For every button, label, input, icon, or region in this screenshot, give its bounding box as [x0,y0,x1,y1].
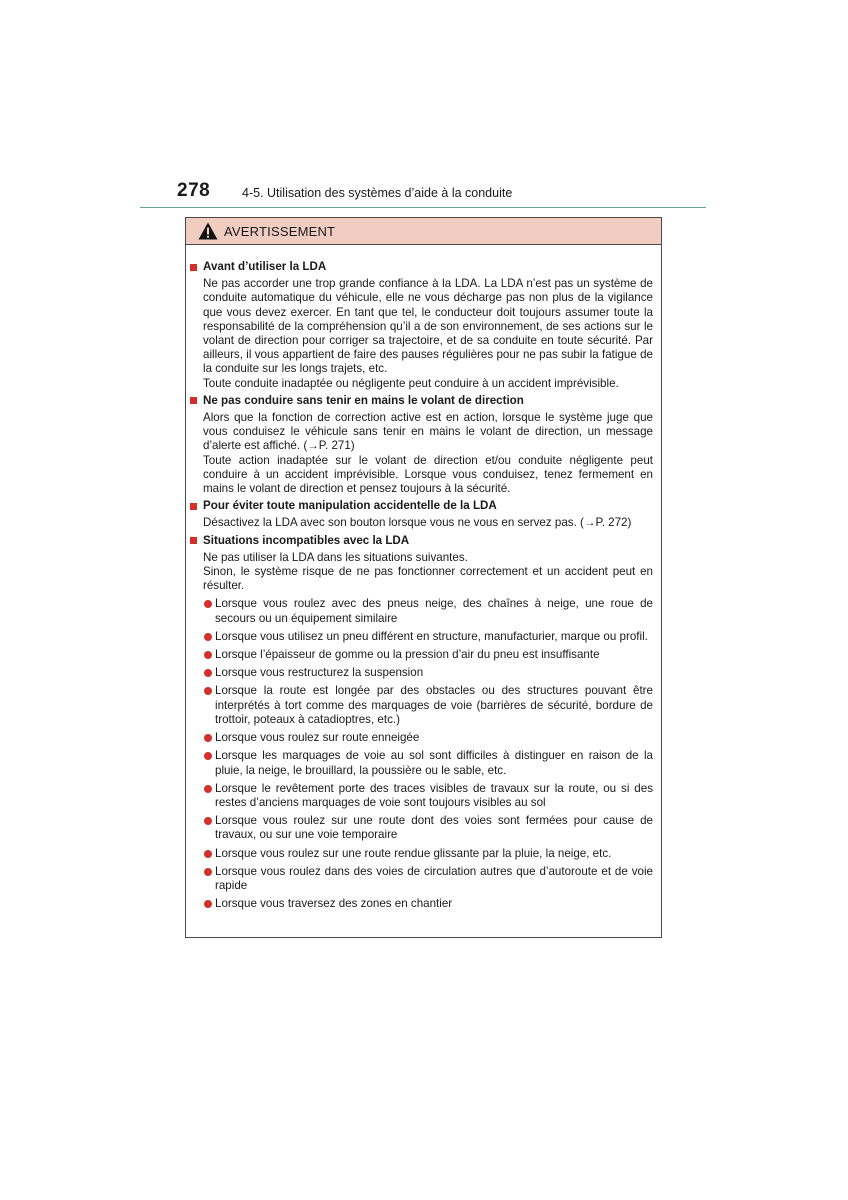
list-item-text: Lorsque vous roulez sur une route rendue glissante par la pluie, la neige, etc. [215,846,612,860]
warning-body [186,245,661,911]
section-heading [190,394,653,408]
list-item-text: Lorsque vous roulez dans des voies de circulation autres que d’autoroute et de voie rapide [215,864,653,892]
red-dot-icon [204,817,212,825]
section-heading [190,260,653,274]
paragraph: Toute action inadaptée sur le volant de direction et/ou conduite négligente peut conduire à un accident imprévisible. Lorsque vous conduisez, tenez fermement en mains le volant de direction et pensez toujours à la sécurité. [203,453,653,496]
list-item-text: Lorsque vous restructurez la suspension [215,666,424,680]
list-item-text: Lorsque l’épaisseur de gomme ou la pression d’air du pneu est insuffisante [215,648,600,662]
red-dot-icon [204,633,212,641]
red-dot-icon [204,900,212,908]
list-item [203,865,653,893]
section-heading-text: Ne pas conduire sans tenir en mains le volant de direction [203,393,524,407]
warning-triangle-icon [198,222,218,240]
paragraph: Sinon, le système risque de ne pas fonctionner correctement et un accident peut en résulter. [203,565,653,593]
red-square-icon [190,264,197,271]
warning-box [185,217,662,938]
list-item-text: Lorsque les marquages de voie au sol sont difficiles à distinguer en raison de la pluie, la neige, le brouillard, la poussière ou le sable, etc. [215,749,653,777]
list-item [203,597,653,625]
list-item [203,814,653,842]
section-heading [190,534,653,548]
section-title: 4-5. Utilisation des systèmes d’aide à la conduite [242,186,513,200]
list-item [203,749,653,777]
red-dot-icon [204,734,212,742]
paragraph: Ne pas accorder une trop grande confiance à la LDA. La LDA n’est pas un système de conduite automatique du véhicule, elle ne vous décharge pas non plus de la vigilance que vous devez exercer. En tant que tel, le conducteur doit toujours assumer toute la responsabilité de la compréhension qu’il a de son environnement, de ses actions sur le volant de direction pour corriger sa trajectoire, et de sa conduite en toute sécurité. Par ailleurs, il vous appartient de faire des pauses régulières pour ne pas subir la fatigue de la conduite sur les longs trajets, etc. [203,277,653,376]
list-item [203,897,653,911]
list-item-text: Lorsque vous utilisez un pneu différent en structure, manufacturier, marque ou profil. [215,629,648,643]
list-item [203,648,653,662]
red-dot-icon [204,785,212,793]
section-heading-text: Situations incompatibles avec la LDA [203,533,410,547]
list-item [203,684,653,727]
list-item-text: Lorsque vous roulez sur une route dont des voies sont fermées pour cause de travaux, ou sur une voie temporaire [215,814,653,842]
list-item [203,847,653,861]
red-dot-icon [204,752,212,760]
list-item [203,630,653,644]
list-item [203,731,653,745]
list-item-text: Lorsque la route est longée par des obstacles ou des structures pouvant être interprétés à tort comme des marquages de voie (barrières de sécurité, bordure de trottoir, poteaux à catadioptres, etc.) [215,684,653,726]
paragraph: Désactivez la LDA avec son bouton lorsque vous ne vous en servez pas. (→P. 272) [203,516,632,530]
list-item-text: Lorsque le revêtement porte des traces visibles de travaux sur la route, ou si des restes d’anciens marquages de voie sont toujours visibles au sol [215,781,653,809]
warning-title: AVERTISSEMENT [224,223,336,239]
red-square-icon [190,503,197,510]
warning-header [186,218,661,245]
red-dot-icon [204,687,212,695]
red-dot-icon [204,651,212,659]
red-square-icon [190,397,197,404]
red-dot-icon [204,868,212,876]
red-dot-icon [204,600,212,608]
list-item-text: Lorsque vous roulez avec des pneus neige, des chaînes à neige, une roue de secours ou un équipement similaire [215,597,653,625]
section-heading-text: Avant d’utiliser la LDA [203,260,327,273]
red-square-icon [190,537,197,544]
paragraph: Alors que la fonction de correction active est en action, lorsque le système juge que vous conduisez le véhicule sans tenir en mains le volant de direction, un message d’alerte est affiché. (→P. 271) [203,411,653,453]
list-item [203,666,653,680]
section-heading [190,499,653,513]
list-item-text: Lorsque vous traversez des zones en chantier [215,897,453,911]
bullet-list [203,597,653,911]
list-item-text: Lorsque vous roulez sur route enneigée [215,731,420,745]
header-rule [140,207,706,208]
page-number: 278 [177,180,211,201]
red-dot-icon [204,669,212,677]
red-dot-icon [204,850,212,858]
list-item [203,782,653,810]
section-heading-text: Pour éviter toute manipulation accidentelle de la LDA [203,499,497,513]
paragraph: Toute conduite inadaptée ou négligente peut conduire à un accident imprévisible. [203,376,619,390]
paragraph: Ne pas utiliser la LDA dans les situations suivantes. [203,550,468,564]
